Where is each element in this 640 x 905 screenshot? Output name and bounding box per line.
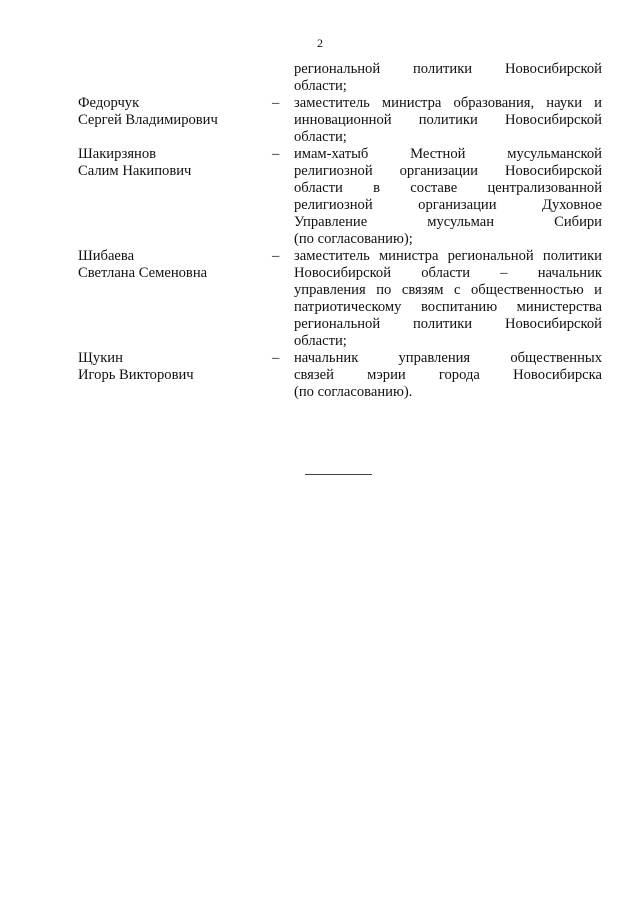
member-name [78, 350, 272, 401]
member-name [78, 146, 272, 248]
dash: – [272, 146, 280, 162]
member-given-names: Сергей Владимирович [78, 112, 218, 128]
member-position: начальник управления общественных связей мэрии города Новосибирска (по согласованию). [294, 350, 602, 400]
member-list [78, 61, 602, 401]
member-surname: Шибаева [78, 248, 135, 264]
member-position: заместитель министра образования, науки и инновационной политики Новосибирской области; [294, 95, 602, 145]
dash: – [272, 350, 280, 366]
end-separator-line [305, 474, 372, 475]
member-entry [78, 350, 602, 401]
dash [272, 61, 294, 95]
member-position: имам-хатыб Местной мусульманской религиозной организации Новосибирской области в составе централизованной религиозной организации Духовное Управление мусульман Сибири (по согласованию); [294, 146, 602, 247]
member-position: заместитель министра региональной политики Новосибирской области – начальник управления по связям с общественностью и патриотическому воспитанию министерства региональной политики Новосибирской области; [294, 248, 602, 349]
member-name [78, 61, 272, 95]
member-surname: Шакирзянов [78, 146, 157, 162]
member-entry [78, 146, 602, 248]
member-entry [78, 95, 602, 146]
member-entry-continuation [78, 61, 602, 95]
member-position: региональной политики Новосибирской области; [294, 61, 602, 94]
member-given-names: Игорь Викторович [78, 367, 194, 383]
member-given-names: Салим Накипович [78, 163, 192, 179]
member-entry [78, 248, 602, 350]
dash: – [272, 95, 280, 111]
member-surname: Федорчук [78, 95, 140, 111]
dash: – [272, 248, 280, 264]
member-surname: Щукин [78, 350, 123, 366]
member-name [78, 248, 272, 350]
page-number: 2 [317, 36, 323, 50]
member-given-names: Светлана Семеновна [78, 265, 208, 281]
member-name [78, 95, 272, 146]
